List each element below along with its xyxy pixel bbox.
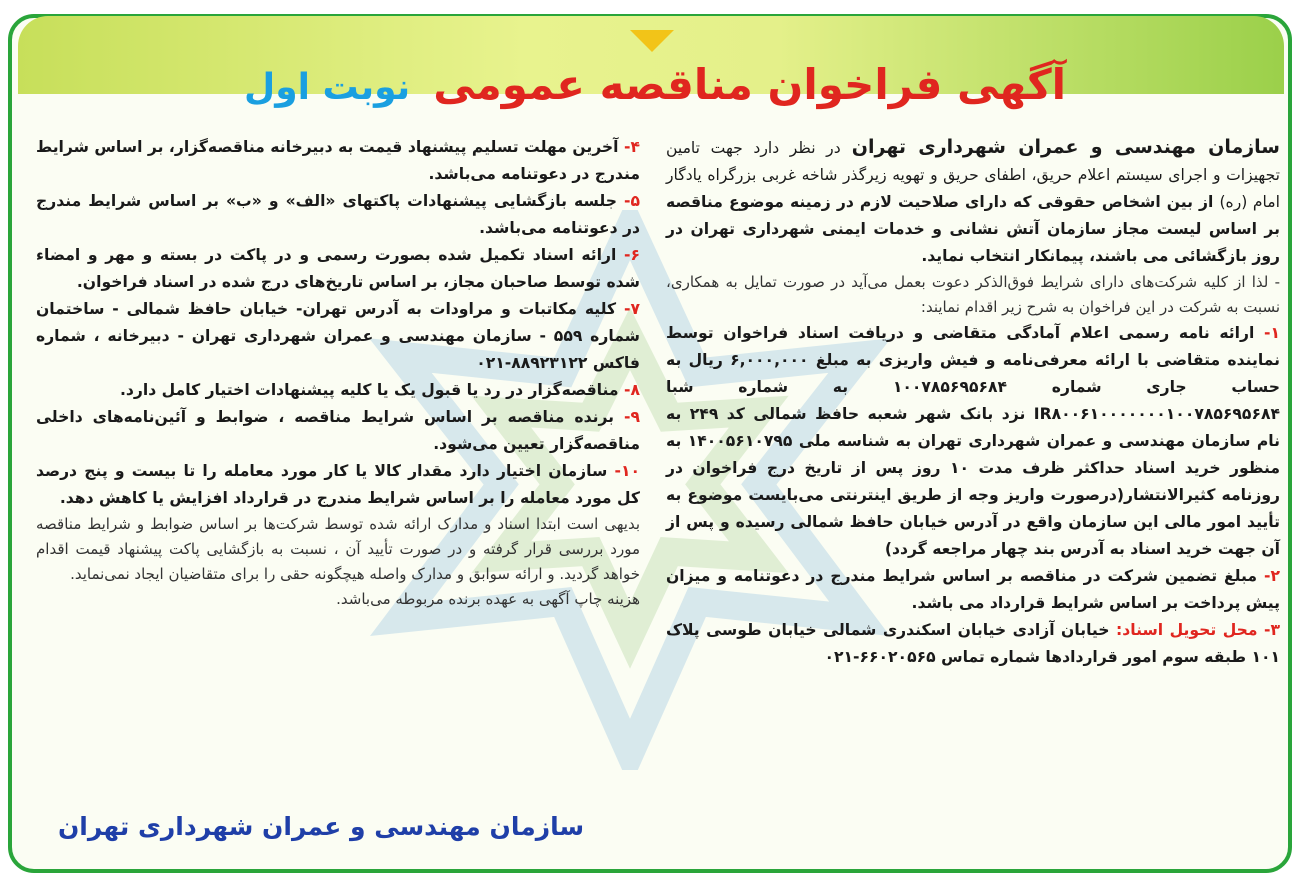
item-6-number: ۶- xyxy=(623,246,640,264)
item-2-number: ۲- xyxy=(1263,567,1280,585)
item-2 xyxy=(666,563,1280,617)
item-4-text: آخرین مهلت تسلیم پیشنهاد قیمت به دبیرخانه مناقصه‌گزار، بر اساس شرایط مندرج در دعوتنامه می‌باشد. xyxy=(36,138,640,183)
item-4 xyxy=(36,134,640,188)
item-3-label: محل تحویل اسناد: xyxy=(1116,621,1258,639)
item-8-text: مناقصه‌گزار در رد یا قبول یک یا کلیه پیشنهادات اختیار کامل دارد. xyxy=(119,381,619,399)
item-3-text: خیابان آزادی خیابان اسکندری شمالی خیابان طوسی پلاک ۱۰۱ طبقه سوم امور قراردادها شماره تماس ۶۶۰۲۰۵۶۵-۰۲۱ xyxy=(666,621,1280,666)
item-6-text: ارائه اسناد تکمیل شده بصورت رسمی و در پاکت در بسته و مهر و امضاء شده توسط صاحبان مجاز، بر اساس تاریخ‌های درج شده در اسناد فراخوان. xyxy=(36,246,640,291)
item-7-number: ۷- xyxy=(623,300,640,318)
title-main: آگهی فراخوان مناقصه عمومی xyxy=(433,60,1067,109)
item-7-text: کلیه مکاتبات و مراودات به آدرس تهران- خیابان حافظ شمالی - ساختمان شماره ۵۵۹ - سازمان مهندسی و عمران شهرداری تهران - دبیرخانه ، شماره فاکس ۸۸۹۲۳۱۲۲-۰۲۱ xyxy=(36,300,640,372)
item-5 xyxy=(36,188,640,242)
item-2-text: مبلغ تضمین شرکت در مناقصه بر اساس شرایط مندرج در دعوتنامه و میزان پیش پرداخت بر اساس شرایط قرارداد می باشد. xyxy=(666,567,1280,612)
intro-paragraph xyxy=(666,134,1280,270)
item-8-number: ۸- xyxy=(623,381,640,399)
item-4-number: ۴- xyxy=(623,138,640,156)
cost-note: هزینه چاپ آگهی به عهده برنده مربوطه می‌باشد. xyxy=(336,590,640,608)
item-3-number: ۳- xyxy=(1263,621,1280,639)
note-paragraph: بدیهی است ابتدا اسناد و مدارک ارائه شده توسط شرکت‌ها بر اساس ضوابط و شرایط مناقصه مورد بررسی قرار گرفته و در صورت تأیید آن ، نسبت به بازگشایی پاکت پیشنهاد قیمت اقدام خواهد گردید. و ارائه سوابق و مدارک واصله هیچگونه حقی را برای متقاضیان ایجاد نمی‌نماید. xyxy=(36,515,640,583)
page-title xyxy=(120,60,1190,126)
item-10-number: ۱۰- xyxy=(614,462,641,480)
item-6 xyxy=(36,242,640,296)
invite-paragraph: - لذا از کلیه شرکت‌های دارای شرایط فوق‌الذکر دعوت بعمل می‌آید در صورت تمایل به همکاری، نسبت به شرکت در این فراخوان به شرح زیر اقدام نمایند: xyxy=(666,273,1280,316)
item-10-text: سازمان اختیار دارد مقدار کالا یا کار مورد معامله را تا بیست و پنج درصد کل مورد معامله را بر اساس شرایط مندرج در قرارداد افزایش یا کاهش دهد. xyxy=(36,462,640,507)
item-9-number: ۹- xyxy=(623,408,640,426)
item-1-number: ۱- xyxy=(1263,324,1280,342)
title-round: نوبت اول xyxy=(243,67,411,108)
item-10 xyxy=(36,458,640,512)
left-column xyxy=(36,134,640,612)
intro-bold: از بین اشخاص حقوقی که دارای صلاحیت لازم در زمینه موضوع مناقصه بر اساس لیست مجاز سازمان آتش نشانی و خدمات ایمنی شهرداری تهران در روز بازگشائی می باشند، پیمانکار انتخاب نماید. xyxy=(666,193,1280,265)
footer-org-name: سازمان مهندسی و عمران شهرداری تهران xyxy=(57,812,585,841)
right-column xyxy=(666,134,1280,671)
item-9 xyxy=(36,404,640,458)
item-7 xyxy=(36,296,640,377)
triangle-down-icon xyxy=(630,30,674,52)
intro-org: سازمان مهندسی و عمران شهرداری تهران xyxy=(851,136,1280,158)
item-8 xyxy=(36,377,640,404)
item-5-text: جلسه بازگشایی پیشنهادات پاکتهای «الف» و «ب» بر اساس شرایط مندرج در دعوتنامه می‌باشد. xyxy=(36,192,640,237)
item-5-number: ۵- xyxy=(623,192,640,210)
item-3 xyxy=(666,617,1280,671)
item-9-text: برنده مناقصه بر اساس شرایط مناقصه ، ضوابط و آئین‌نامه‌های داخلی مناقصه‌گزار تعیین می‌شود. xyxy=(36,408,640,453)
item-1 xyxy=(666,320,1280,563)
intro-rest: در نظر دارد جهت تامین تجهیزات و اجرای سیستم اعلام حریق، اطفای حریق و تهویه زیرگذر شاخه غربی بزرگراه یادگار امام (ره) xyxy=(666,139,1280,211)
item-1-text: ارائه نامه رسمی اعلام آمادگی متقاضی و دریافت اسناد فراخوان توسط نماینده متقاضی با ارائه معرفی‌نامه و فیش واریزی به مبلغ ۶,۰۰۰,۰۰۰ ریال به حساب جاری شماره ۱۰۰۷۸۵۶۹۵۶۸۴ به شماره شبا IR۸۰۰۶۱۰۰۰۰۰۰۰۱۰۰۷۸۵۶۹۵۶۸۴ نزد بانک شهر شعبه حافظ شمالی کد ۲۴۹ به نام سازمان مهندسی و عمران شهرداری تهران به شناسه ملی ۱۴۰۰۵۶۱۰۷۹۵ به منظور خرید اسناد حداکثر ظرف مدت ۱۰ روز پس از تاریخ درج فراخوان در روزنامه کثیرالانتشار(درصورت واریز وجه از طریق اینترنتی می‌بایست موضوع به تأیید امور مالی این سازمان واقع در آدرس خیابان حافظ شمالی رسیده و پس از آن جهت خرید اسناد به آدرس بند چهار مراجعه گردد) xyxy=(666,324,1280,558)
